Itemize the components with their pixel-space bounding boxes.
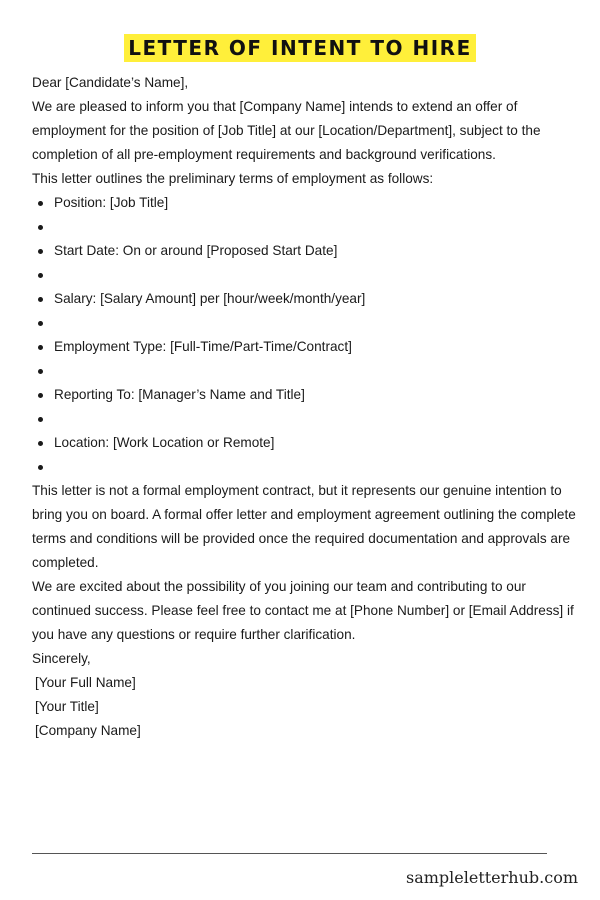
term-item: Salary: [Salary Amount] per [hour/week/month/year] [32, 287, 577, 311]
letter-title: LETTER OF INTENT TO HIRE [124, 34, 475, 62]
body-paragraph-2: We are excited about the possibility of you joining our team and contributing to our continued success. Please feel free to contact me at [Phone Number] or [Email Address] if you have any questions or require further clarification. [32, 579, 574, 642]
term-item: Employment Type: [Full-Time/Part-Time/Contract] [32, 335, 577, 359]
footer-divider [32, 853, 547, 854]
signature-title: [Your Title] [35, 699, 99, 714]
term-item: Location: [Work Location or Remote] [32, 431, 577, 455]
salutation: Dear [Candidate’s Name], [32, 75, 189, 90]
term-item-empty [32, 311, 577, 335]
term-item-empty [32, 455, 577, 479]
closing: Sincerely, [32, 651, 91, 666]
term-item: Reporting To: [Manager’s Name and Title] [32, 383, 577, 407]
term-item-empty [32, 407, 577, 431]
body-paragraph-1: This letter is not a formal employment contract, but it represents our genuine intention to bring you on board. A formal offer letter and employment agreement outlining the complete terms and conditions will be provided once the required documentation and approvals are completed. [32, 483, 576, 570]
intro-paragraph: We are pleased to inform you that [Company Name] intends to extend an offer of employment for the position of [Job Title] at our [Location/Department], subject to the completion of all pre-employment requirements and background verifications. [32, 99, 541, 162]
term-item-empty [32, 359, 577, 383]
term-item-empty [32, 215, 577, 239]
term-item: Position: [Job Title] [32, 191, 577, 215]
signature-name: [Your Full Name] [35, 675, 136, 690]
term-item-empty [32, 263, 577, 287]
title-container [0, 34, 600, 62]
signature-company: [Company Name] [35, 723, 141, 738]
footer-brand: sampleletterhub.com [405, 868, 578, 887]
term-item: Start Date: On or around [Proposed Start Date] [32, 239, 577, 263]
terms-list [32, 191, 577, 479]
letter-body [32, 71, 577, 743]
terms-intro: This letter outlines the preliminary terms of employment as follows: [32, 171, 434, 186]
